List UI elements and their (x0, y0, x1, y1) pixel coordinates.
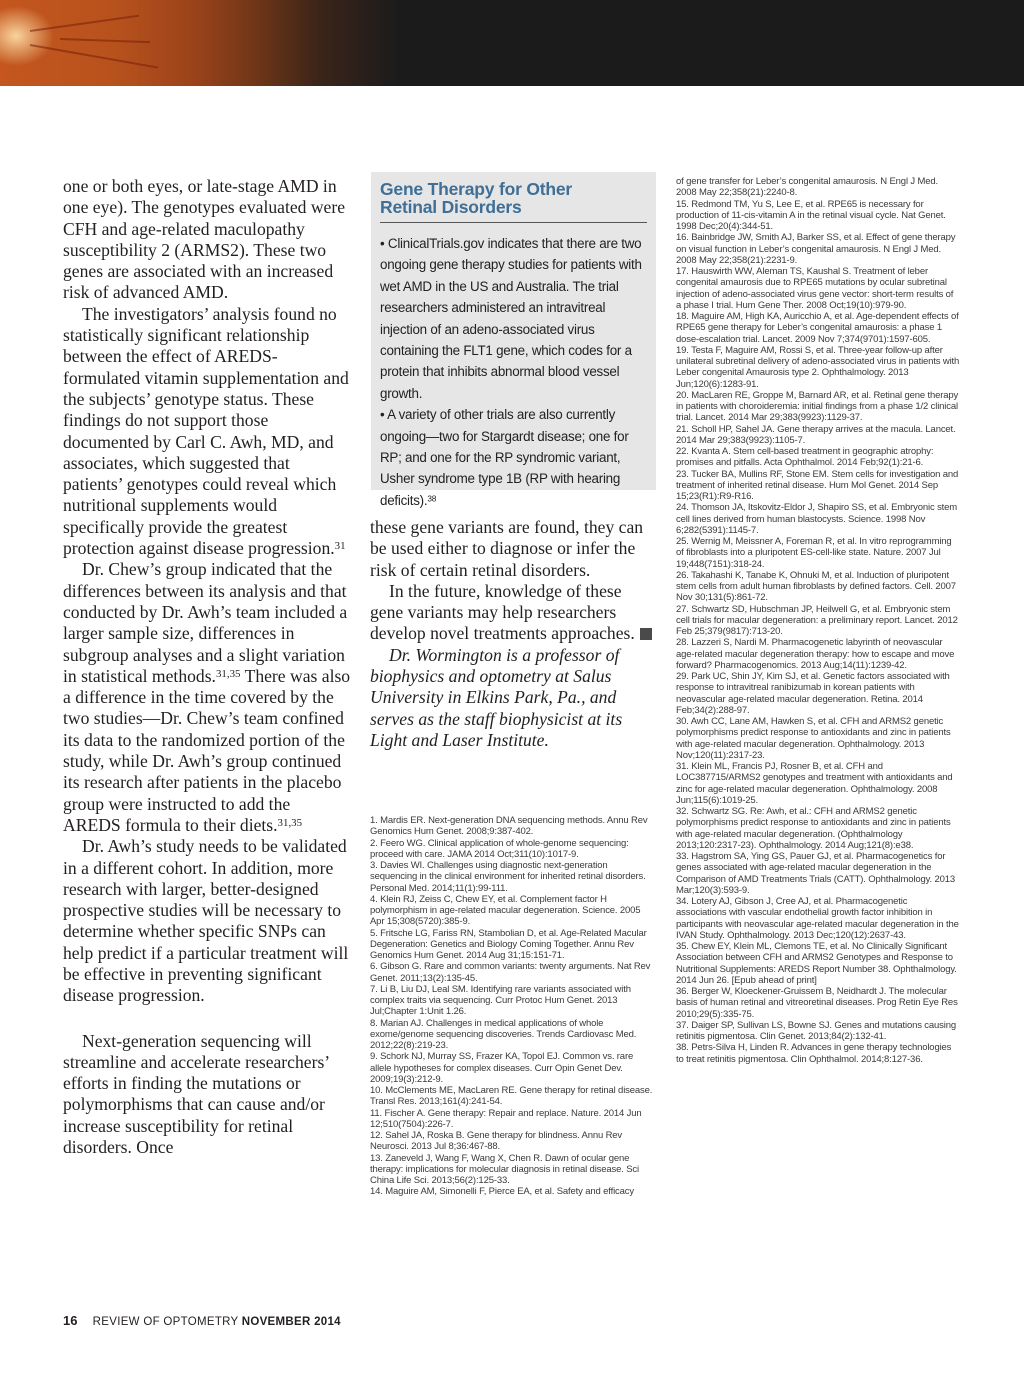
reference-item: 10. McClements ME, MacLaren RE. Gene therapy for retinal disease. Transl Res. 2013;161(4):241-54. (370, 1085, 653, 1108)
reference-item: 17. Hauswirth WW, Aleman TS, Kaushal S. Treatment of leber congenital amaurosis due to RPE65 mutations by ocular subretinal injection of adeno-associated virus gene vector: short-term results of a phase I trial. Hum Gene Ther. 2008 Oct;19(10):979-90. (676, 266, 954, 311)
reference-item: 2. Feero WG. Clinical application of whole-genome sequencing: proceed with care. JAMA 2014 Oct;311(10):1017-9. (370, 837, 629, 860)
reference-item: 32. Schwartz SG. Re: Awh, et al.: CFH and ARMS2 genetic polymorphisms predict response to antioxidants and zinc in patients with age-related macular degeneration. (Ophthalmology 2013;120:2317-23). Ophthalmology. 2014 Aug;121(8):e38. (676, 806, 951, 851)
reference-item: 12. Sahel JA, Roska B. Gene therapy for blindness. Annu Rev Neurosci. 2013 Jul 8;36:467-88. (370, 1130, 623, 1153)
reference-item: 18. Maguire AM, High KA, Auricchio A, et al. Age-dependent effects of RPE65 gene therapy for Leber’s congenital amaurosis: a phase 1 dose-escalation trial. Lancet. 2009 Nov 7;374(9701):1597-605. (676, 311, 959, 345)
body-paragraph: The investigators’ analysis found no statistically significant relationship between the effect of AREDS-formulated vitamin supplementation and the subjects’ genotype status. These findings do not support those documented by Carl C. Awh, MD, and associates, which suggested that patients’ genotypes could reveal which nutritional supplements would specifically provide the greatest protection against disease progression.$^{31}$ (63, 303, 349, 559)
references-list (676, 176, 960, 1065)
reference-item: 38. Petrs-Silva H, Linden R. Advances in gene therapy technologies to treat retinitis pigmentosa. Clin Ophthalmol. 2014;8:127-36. (676, 1042, 952, 1065)
body-paragraph: these gene variants are found, they can be used either to diagnose or infer the risk of certain retinal disorders. (370, 517, 644, 580)
sidebar-divider (380, 222, 647, 223)
reference-item: 16. Bainbridge JW, Smith AJ, Barker SS, et al. Effect of gene therapy on visual function in Leber’s congenital amaurosis. N Engl J Med. 2008 May 22;358(21):2231-9. (676, 232, 956, 266)
sidebar-box (371, 172, 656, 508)
page-number: 16 (63, 1313, 78, 1328)
publication-name: REVIEW OF OPTOMETRY (92, 1316, 239, 1328)
reference-item: 28. Lazzeri S, Nardi M. Pharmacogenetic labyrinth of neovascular age-related macular degeneration therapy: how to escape and move forward? Pharmacogenomics. 2013 Aug;14(11):1239-42. (676, 637, 955, 671)
reference-item: 35. Chew EY, Klein ML, Clemons TE, et al. No Clinically Significant Association between CFH and ARMS2 Genotypes and Response to Nutritional Supplements: AREDS Report Number 38. Ophthalmology. 2014 Jun 26. [Epub ahead of print] (676, 941, 957, 986)
reference-item: 20. MacLaren RE, Groppe M, Barnard AR, et al. Retinal gene therapy in patients with choroideremia: initial findings from a phase 1/2 clinical trial. Lancet. 2014 Mar 29;383(9923):1129-37. (676, 389, 959, 424)
body-column-2 (370, 517, 656, 751)
end-mark-icon (640, 628, 652, 640)
reference-item: 23. Tucker BA, Mullins RF, Stone EM. Stem cells for investigation and treatment of inherited retinal disease. Hum Mol Genet. 2014 Sep 15;23(R1):R9-R16. (676, 468, 959, 502)
reference-item: 31. Klein ML, Francis PJ, Rosner B, et al. CFH and LOC387715/ARMS2 genotypes and treatment with antioxidants and zinc for age-related macular degeneration. Ophthalmology. 2008 Jun;115(6):1019-25. (676, 761, 953, 806)
reference-item: 8. Marian AJ. Challenges in medical applications of whole exome/genome sequencing discoveries. Trends Cardiovasc Med. 2012;22(8):219-23. (370, 1017, 637, 1051)
citation: 38 (427, 493, 437, 504)
reference-item: 22. Kvanta A. Stem cell-based treatment in geographic atrophy: promises and pitfalls. Acta Ophthalmol. 2014 Feb;92(1):21-6. (676, 446, 934, 469)
reference-item: 15. Redmond TM, Yu S, Lee E, et al. RPE65 is necessary for production of 11-cis-vitamin A in the retinal visual cycle. Nat Genet. 1998 Dec;20(4):344-51. (676, 198, 946, 232)
citation: 31,35 (215, 667, 241, 680)
body-paragraph: In the future, knowledge of these gene variants may help researchers develop novel treatments approaches. (370, 581, 656, 645)
page-footer (63, 1313, 341, 1329)
sidebar-bullet: • ClinicalTrials.gov indicates that there are two ongoing gene therapy studies for patients with wet AMD in the US and Australia. The trial researchers administered an intravitreal injection of an adeno-associated virus containing the FLT1 gene, which codes for a protein that inhibits abnormal blood vessel growth. (380, 236, 642, 401)
reference-item: 7. Li B, Liu DJ, Leal SM. Identifying rare variants associated with complex traits via sequencing. Curr Protoc Hum Genet. 2013 Jul;Chapter 1:Unit 1.26. (370, 983, 631, 1018)
reference-item: 14. Maguire AM, Simonelli F, Pierce EA, et al. Safety and efficacy (370, 1186, 634, 1198)
citation: 31 (334, 540, 346, 553)
reference-item: 21. Scholl HP, Sahel JA. Gene therapy arrives at the macula. Lancet. 2014 Mar 29;383(9923):1105-7. (676, 423, 956, 446)
reference-item: 13. Zaneveld J, Wang F, Wang X, Chen R. Dawn of ocular gene therapy: implications for molecular diagnosis in retinal disease. Sci China Life Sci. 2013;56(2):125-33. (370, 1152, 639, 1186)
body-paragraph: one or both eyes, or late-stage AMD in one eye). The genotypes evaluated were CFH and age-related maculopathy susceptibility 2 (ARMS2). These two genes are associated with an increased risk of advanced AMD. (63, 176, 346, 303)
reference-item: 5. Fritsche LG, Fariss RN, Stambolian D, et al. Age-Related Macular Degeneration: Genetics and Biology Coming Together. Annu Rev Genomics Hum Genet. 2014 Aug 31;15:151-71. (370, 927, 647, 961)
reference-item: 37. Daiger SP, Sullivan LS, Bowne SJ. Genes and mutations causing retinitis pigmentosa. Clin Genet. 2013;84(2):132-41. (676, 1019, 956, 1042)
body-column-1 (63, 176, 351, 1158)
citation: 31,35 (277, 817, 303, 829)
reference-item: 33. Hagstrom SA, Ying GS, Pauer GJ, et al. Pharmacogenetics for genes associated with age-related macular degeneration in the Comparison of AMD Treatments Trials (CATT). Ophthalmology. 2013 Mar;120(3):593-9. (676, 851, 955, 896)
retina-image (0, 0, 400, 86)
reference-item: 1. Mardis ER. Next-generation DNA sequencing methods. Annu Rev Genomics Hum Genet. 2008;9:387-402. (370, 815, 648, 838)
reference-item: 30. Awh CC, Lane AM, Hawken S, et al. CFH and ARMS2 genetic polymorphisms predict response to antioxidants and zinc in patients with age-related macular degeneration. Ophthalmology. 2013 Nov;120(11):2317-23. (676, 716, 951, 761)
reference-item: 3. Davies WI. Challenges using diagnostic next-generation sequencing in the clinical environment for inherited retinal disorders. Personal Med. 2014;11(1):99-111. (370, 860, 646, 894)
header-banner (0, 0, 1024, 86)
sidebar-bullet: • A variety of other trials are also currently ongoing—two for Stargardt disease; one for RP; and one for the RP syndromic variant, Usher syndrome type 1B (RP with hearing deficits).$^{38}$ (380, 407, 629, 508)
body-paragraph: Dr. Chew’s group indicated that the differences between its analysis and that conducted by Dr. Awh’s team included a larger sample size, differences in subgroup analyses and a slight variation in statistical methods.$^{31,35}$ There was also a difference in the time covered by the two studies—Dr. Chew’s team confined its data to the randomized portion of the study, while Dr. Awh’s group continued its research after patients in the placebo group were instructed to add the AREDS formula to their diets.$^{31,35}$ (63, 559, 351, 835)
reference-item: 19. Testa F, Maguire AM, Rossi S, et al. Three-year follow-up after unilateral subretinal delivery of adeno-associated virus in patients with Leber congenital Amaurosis type 2. Ophthalmology. 2013 Jun;120(6):1283-91. (676, 344, 960, 390)
body-paragraph: Dr. Awh’s study needs to be validated in a different cohort. In addition, more research with larger, better-designed prospective studies will be necessary to determine whether specific SNPs can help predict if a particular treatment will be effective in preventing significant disease progression. (63, 836, 349, 1006)
reference-item: 29. Park UC, Shin JY, Kim SJ, et al. Genetic factors associated with response to intravitreal ranibizumab in korean patients with neovascular age-related macular degeneration. Retina. 2014 Feb;34(2):288-97. (676, 671, 950, 716)
reference-item: of gene transfer for Leber’s congenital amaurosis. N Engl J Med. 2008 May 22;358(21):2240-8. (676, 176, 938, 199)
sidebar-title: Gene Therapy for Other Retinal Disorders (380, 179, 573, 217)
reference-item: 27. Schwartz SD, Hubschman JP, Heilwell G, et al. Embryonic stem cell trials for macular degeneration: a preliminary report. Lancet. 2012 Feb 25;379(9817):713-20. (676, 603, 958, 637)
issue-date: NOVEMBER 2014 (241, 1316, 341, 1328)
reference-item: 6. Gibson G. Rare and common variants: twenty arguments. Nat Rev Genet. 2011;13(2):135-45. (370, 961, 651, 984)
reference-item: 25. Wernig M, Meissner A, Foreman R, et al. In vitro reprogramming of fibroblasts into a pluripotent ES-cell-like state. Nature. 2007 Jul 19;448(7151):318-24. (676, 536, 952, 570)
reference-item: 36. Berger W, Kloeckener-Gruissem B, Neidhardt J. The molecular basis of human retinal and vitreoretinal diseases. Prog Retin Eye Res 2010;29(5):335-75. (676, 986, 958, 1020)
reference-item: 26. Takahashi K, Tanabe K, Ohnuki M, et al. Induction of pluripotent stem cells from adult human fibroblasts by defined factors. Cell. 2007 Nov 30;131(5):861-72. (676, 569, 956, 604)
reference-item: 11. Fischer A. Gene therapy: Repair and replace. Nature. 2014 Jun 12;510(7504):226-7. (370, 1107, 642, 1130)
reference-item: 4. Klein RJ, Zeiss C, Chew EY, et al. Complement factor H polymorphism in age-related macular degeneration. Science. 2005 Apr 15;308(5720):385-9. (370, 893, 641, 928)
body-paragraph: Next-generation sequencing will streamline and accelerate researchers’ efforts in finding the mutations or polymorphisms that can cause and/or increase susceptibility for retinal disorders. Once (63, 1030, 329, 1158)
reference-item: 34. Lotery AJ, Gibson J, Cree AJ, et al. Pharmacogenetic associations with vascular endothelial growth factor inhibition in participants with neovascular age-related macular degeneration in the IVAN Study. Ophthalmology. 2013 Dec;120(12):2637-43. (676, 896, 959, 941)
references-list (370, 815, 656, 1198)
reference-item: 24. Thomson JA, Itskovitz-Eldor J, Shapiro SS, et al. Embryonic stem cell lines derived from human blastocysts. Science. 1998 Nov 6;282(5391):1145-7. (676, 502, 958, 536)
reference-item: 9. Schork NJ, Murray SS, Frazer KA, Topol EJ. Common vs. rare allele hypotheses for complex diseases. Curr Opin Genet Dev. 2009;19(3):212-9. (370, 1051, 634, 1085)
author-bio: Dr. Wormington is a professor of biophysics and optometry at Salus University in Elkins Park, Pa., and serves as the staff biophysicist at its Light and Laser Institute. (370, 644, 623, 750)
